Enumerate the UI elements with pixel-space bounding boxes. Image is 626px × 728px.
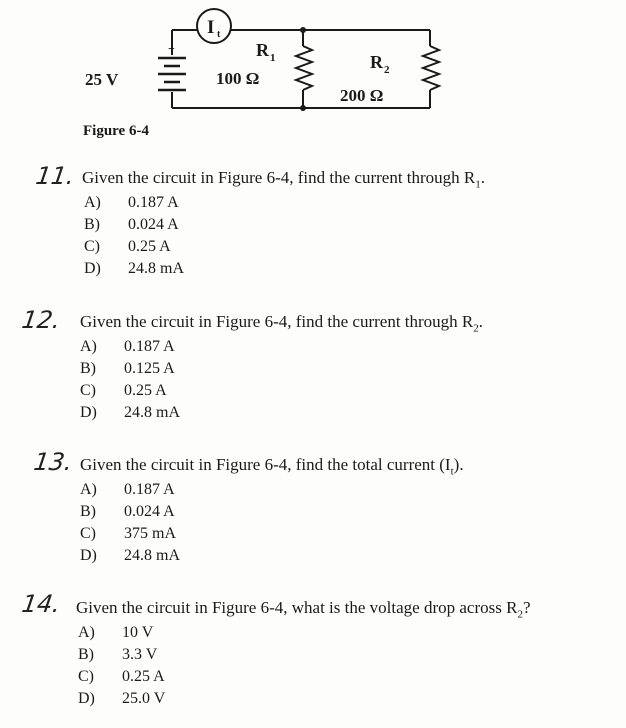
option-letter: D) bbox=[80, 547, 97, 564]
option-letter: C) bbox=[80, 382, 96, 399]
ammeter-label: I bbox=[207, 17, 215, 38]
question-suffix: . bbox=[480, 168, 486, 187]
option-letter: B) bbox=[80, 360, 96, 377]
option-letter: D) bbox=[78, 690, 95, 707]
option-value: 0.25 A bbox=[124, 382, 167, 399]
option-value: 25.0 V bbox=[122, 690, 166, 707]
option-value: 0.024 A bbox=[128, 216, 179, 233]
junction-bottom bbox=[300, 105, 306, 111]
r2-value: 200 Ω bbox=[340, 86, 384, 105]
question-stem: Given the circuit in Figure 6-4, find the current through R bbox=[80, 312, 474, 331]
option-c bbox=[80, 382, 167, 400]
option-c bbox=[78, 668, 165, 686]
option-c bbox=[84, 238, 171, 256]
option-letter: A) bbox=[80, 481, 97, 498]
question-text bbox=[80, 312, 483, 334]
option-a bbox=[78, 624, 153, 642]
option-b bbox=[78, 646, 157, 664]
figure-caption: Figure 6-4 bbox=[83, 123, 149, 139]
question-stem: Given the circuit in Figure 6-4, find the current through R bbox=[82, 168, 476, 187]
option-letter: A) bbox=[80, 338, 97, 355]
question-subscript: 2 bbox=[517, 608, 523, 621]
option-letter: D) bbox=[84, 260, 101, 277]
question-suffix: . bbox=[478, 312, 484, 331]
question-subscript: 1 bbox=[475, 178, 481, 191]
option-value: 375 mA bbox=[124, 525, 176, 542]
option-letter: C) bbox=[78, 668, 94, 685]
option-a bbox=[80, 338, 175, 356]
question-text bbox=[80, 455, 464, 477]
option-value: 24.8 mA bbox=[124, 404, 180, 421]
option-b bbox=[80, 360, 175, 378]
option-letter: B) bbox=[80, 503, 96, 520]
option-c bbox=[80, 525, 176, 543]
question-number-handwritten: 13. bbox=[32, 448, 75, 476]
option-d bbox=[84, 260, 184, 278]
r2-sub: 2 bbox=[384, 64, 390, 76]
option-a bbox=[80, 481, 175, 499]
option-letter: B) bbox=[84, 216, 100, 233]
question-subscript: t bbox=[450, 465, 454, 478]
junction-top bbox=[300, 27, 306, 33]
option-a bbox=[84, 194, 179, 212]
option-value: 0.25 A bbox=[122, 668, 165, 685]
option-letter: A) bbox=[78, 624, 95, 641]
option-value: 0.25 A bbox=[128, 238, 171, 255]
option-b bbox=[80, 503, 175, 521]
r2-label: R bbox=[370, 52, 383, 72]
option-letter: C) bbox=[80, 525, 96, 542]
circuit-diagram bbox=[0, 0, 626, 140]
question-number-handwritten: 12. bbox=[20, 306, 63, 334]
option-value: 24.8 mA bbox=[128, 260, 184, 277]
ammeter-sub: t bbox=[217, 29, 221, 40]
battery-plus-sign: + bbox=[168, 41, 175, 55]
option-value: 0.024 A bbox=[124, 503, 175, 520]
option-letter: A) bbox=[84, 194, 101, 211]
r1-sub: 1 bbox=[270, 52, 276, 64]
option-letter: C) bbox=[84, 238, 100, 255]
question-text bbox=[82, 168, 485, 190]
r1-value: 100 Ω bbox=[216, 69, 260, 88]
question-subscript: 2 bbox=[473, 322, 479, 335]
option-value: 10 V bbox=[122, 624, 154, 641]
option-letter: B) bbox=[78, 646, 94, 663]
option-d bbox=[80, 404, 180, 422]
option-value: 0.187 A bbox=[128, 194, 179, 211]
option-value: 0.125 A bbox=[124, 360, 175, 377]
option-value: 3.3 V bbox=[122, 646, 158, 663]
option-value: 0.187 A bbox=[124, 481, 175, 498]
option-d bbox=[80, 547, 180, 565]
question-stem: Given the circuit in Figure 6-4, find the total current (I bbox=[80, 455, 451, 474]
r1-label: R bbox=[256, 40, 269, 60]
question-suffix: ? bbox=[522, 598, 531, 617]
option-b bbox=[84, 216, 179, 234]
question-text bbox=[76, 598, 530, 620]
option-value: 24.8 mA bbox=[124, 547, 180, 564]
option-value: 0.187 A bbox=[124, 338, 175, 355]
question-stem: Given the circuit in Figure 6-4, what is the voltage drop across R bbox=[76, 598, 518, 617]
question-number-handwritten: 14. bbox=[20, 590, 63, 618]
option-letter: D) bbox=[80, 404, 97, 421]
source-voltage-label: 25 V bbox=[85, 70, 119, 89]
question-number-handwritten: 11. bbox=[34, 162, 77, 190]
question-suffix: ). bbox=[453, 455, 464, 474]
option-d bbox=[78, 690, 165, 708]
